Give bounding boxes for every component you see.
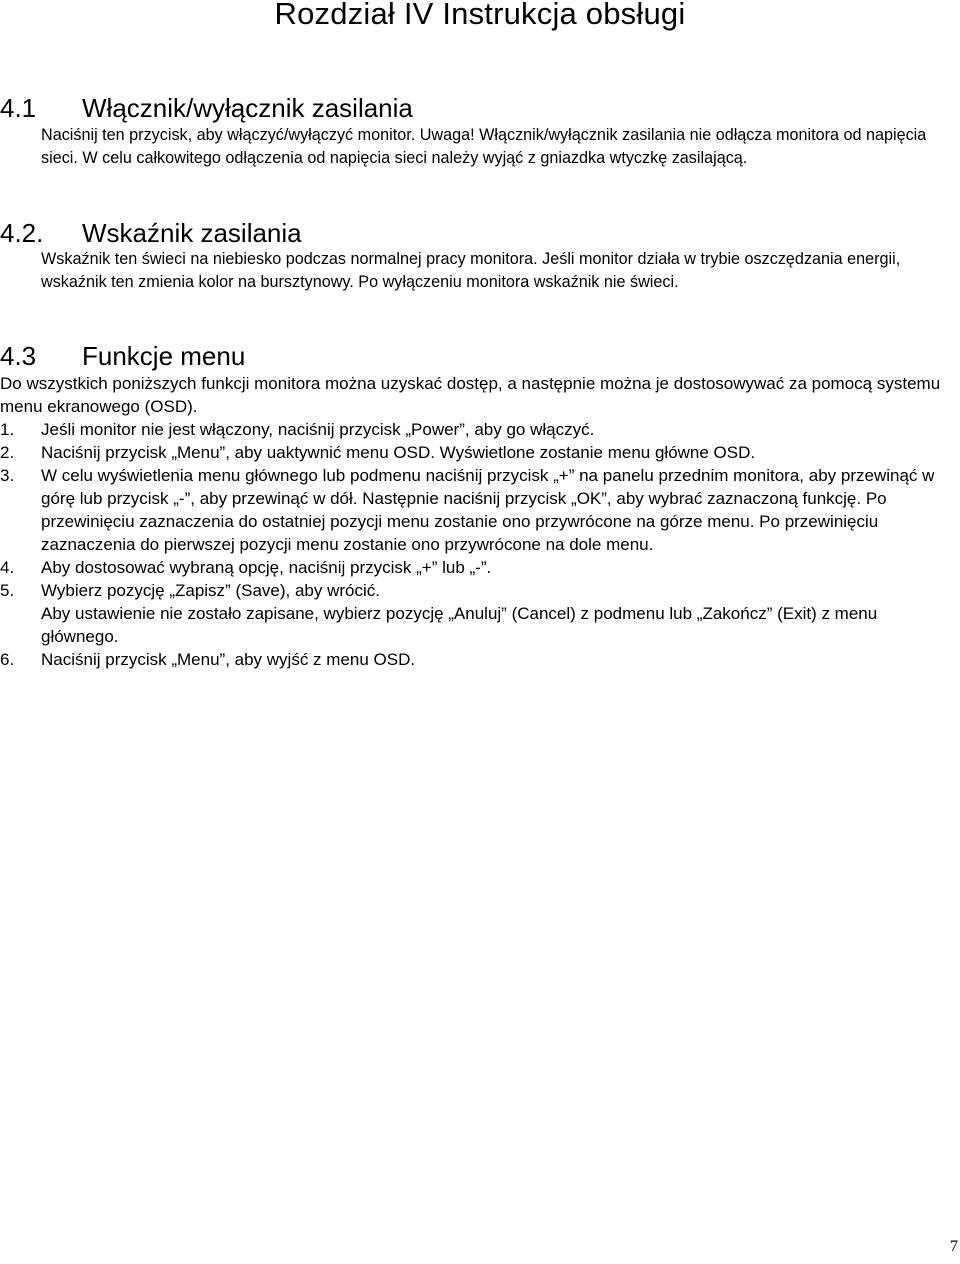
list-item — [0, 441, 958, 464]
list-item-text: Wybierz pozycję „Zapisz” (Save), aby wrócić. — [41, 581, 380, 600]
page-number: 7 — [950, 1238, 958, 1255]
section-heading-4-3 — [0, 341, 245, 371]
list-item — [0, 579, 958, 648]
section-body-4-1: Naciśnij ten przycisk, aby włączyć/wyłączyć monitor. Uwaga! Włącznik/wyłącznik zasilania nie odłącza monitora od napięcia sieci. W celu całkowitego odłączenia od napięcia sieci należy wyjąć z gniazdka wtyczkę zasilającą. — [41, 126, 927, 167]
section-number: 4.1 — [0, 93, 37, 123]
list-marker: 3. — [0, 466, 15, 485]
list-marker: 5. — [0, 581, 15, 600]
section-number: 4.3 — [0, 341, 37, 371]
list-item — [0, 556, 958, 579]
section-heading-4-2 — [0, 218, 302, 248]
steps-list — [0, 418, 958, 671]
list-item-text: Aby dostosować wybraną opcję, naciśnij przycisk „+” lub „-”. — [41, 558, 492, 577]
list-marker: 4. — [0, 558, 15, 577]
list-item — [0, 648, 958, 671]
section-body-4-2: Wskaźnik ten świeci na niebiesko podczas normalnej pracy monitora. Jeśli monitor działa w trybie oszczędzania energii, wskaźnik ten zmienia kolor na bursztynowy. Po wyłączeniu monitora wskaźnik nie świeci. — [41, 250, 901, 291]
list-item-note: Aby ustawienie nie zostało zapisane, wybierz pozycję „Anuluj” (Cancel) z podmenu lub „Zakończ” (Exit) z menu głównego. — [41, 604, 878, 646]
list-marker: 2. — [0, 443, 15, 462]
list-item — [0, 418, 958, 441]
chapter-title: Rozdział IV Instrukcja obsługi — [274, 0, 686, 31]
list-item-text: Naciśnij przycisk „Menu”, aby wyjść z menu OSD. — [41, 650, 416, 669]
list-marker: 6. — [0, 650, 15, 669]
section-title: Wskaźnik zasilania — [82, 218, 302, 248]
list-marker: 1. — [0, 420, 15, 439]
section-number: 4.2. — [0, 218, 44, 248]
section-title: Funkcje menu — [82, 341, 246, 371]
section-heading-4-1 — [0, 93, 413, 123]
list-item — [0, 464, 958, 556]
list-item-text: Naciśnij przycisk „Menu”, aby uaktywnić menu OSD. Wyświetlone zostanie menu główne OSD. — [41, 443, 756, 462]
list-item-text: Jeśli monitor nie jest włączony, naciśnij przycisk „Power”, aby go włączyć. — [41, 420, 595, 439]
section-body-4-3: Do wszystkich poniższych funkcji monitora można uzyskać dostęp, a następnie można je dostosowywać za pomocą systemu menu ekranowego (OSD). — [0, 374, 941, 416]
list-item-text: W celu wyświetlenia menu głównego lub podmenu naciśnij przycisk „+” na panelu przednim monitora, aby przewinąć w górę lub przycisk „-”, aby przewinąć w dół. Następnie naciśnij przycisk „OK”, aby wybrać zaznaczoną funkcję. Po przewinięciu zaznaczenia do ostatniej pozycji menu zostanie ono przywrócone na górze menu. Po przewinięciu zaznaczenia do pierwszej pozycji menu zostanie ono przywrócone na dole menu. — [41, 466, 935, 554]
section-title: Włącznik/wyłącznik zasilania — [82, 93, 413, 123]
